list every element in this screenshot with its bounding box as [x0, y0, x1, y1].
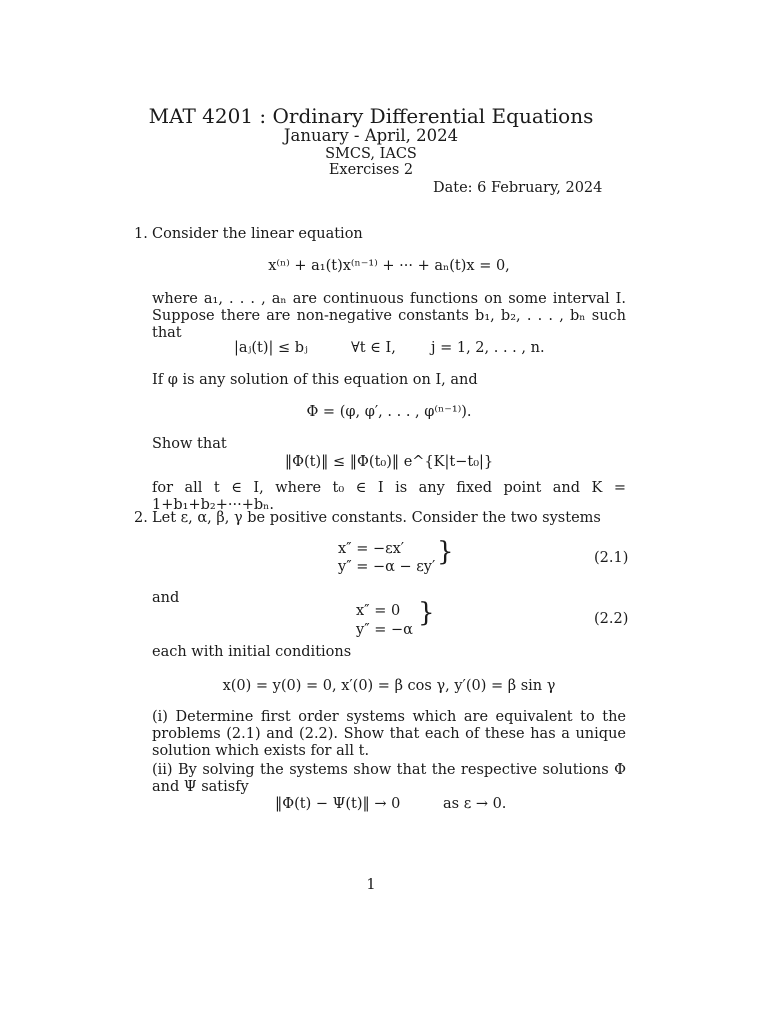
inequality-left: |aⱼ(t)| ≤ bⱼ: [234, 340, 308, 356]
initial-conditions-intro: each with initial conditions: [152, 644, 352, 660]
limit-left: ‖Φ(t) − Ψ(t)‖ → 0: [275, 796, 401, 812]
system-2-label: (2.2): [594, 611, 629, 627]
system-2-line-1: x″ = 0: [356, 603, 401, 619]
problem-1-equation: x⁽ⁿ⁾ + a₁(t)x⁽ⁿ⁻¹⁾ + ··· + aₙ(t)x = 0,: [268, 258, 510, 274]
initial-conditions: x(0) = y(0) = 0, x′(0) = β cos γ, y′(0) = β sin γ: [222, 678, 556, 694]
system-2-brace: }: [418, 598, 435, 628]
part-ii: (ii) By solving the systems show that the respective solutions Φ and Ψ satisfy: [152, 762, 626, 795]
exercise-label: Exercises 2: [328, 162, 414, 178]
inequality-mid: ∀t ∈ I,: [351, 340, 396, 356]
system-1-label: (2.1): [594, 550, 629, 566]
problem-1-para2: If φ is any solution of this equation on I, and: [152, 372, 478, 388]
problem-1-para3: for all t ∈ I, where t₀ ∈ I is any fixed point and K = 1+b₁+b₂+···+bₙ.: [152, 480, 626, 513]
and-text: and: [152, 590, 180, 606]
phi-definition: Φ = (φ, φ′, . . . , φ⁽ⁿ⁻¹⁾).: [306, 404, 472, 420]
document-title: MAT 4201 : Ordinary Differential Equations: [148, 104, 594, 128]
show-that: Show that: [152, 436, 227, 452]
part-i: (i) Determine first order systems which are equivalent to the problems (2.1) and (2.2). Show that each of these has a unique solution which exists for all t.: [152, 709, 626, 759]
system-1-brace: }: [437, 537, 454, 567]
limit-right: as ε → 0.: [443, 796, 507, 812]
inequality-right: j = 1, 2, . . . , n.: [431, 340, 545, 356]
system-2-line-2: y″ = −α: [356, 622, 413, 638]
system-1-line-2: y″ = −α − εy′: [338, 559, 436, 575]
bound-inequality: ‖Φ(t)‖ ≤ ‖Φ(t₀)‖ e^{K|t−t₀|}: [284, 454, 494, 470]
problem-1-number: 1.: [134, 226, 148, 242]
problem-1-para1: where a₁, . . . , aₙ are continuous functions on some interval I. Suppose there are non-negative constants b₁, b₂, . . . , bₙ such that: [152, 291, 626, 341]
date: Date: 6 February, 2024: [433, 180, 603, 196]
page-number: 1: [366, 877, 376, 893]
institute: SMCS, IACS: [325, 146, 417, 162]
problem-2-intro: Let ε, α, β, γ be positive constants. Consider the two systems: [152, 510, 601, 526]
term: January - April, 2024: [283, 126, 459, 145]
system-1-line-1: x″ = −εx′: [338, 541, 405, 557]
problem-1-intro: Consider the linear equation: [152, 226, 363, 242]
problem-2-number: 2.: [134, 510, 148, 526]
